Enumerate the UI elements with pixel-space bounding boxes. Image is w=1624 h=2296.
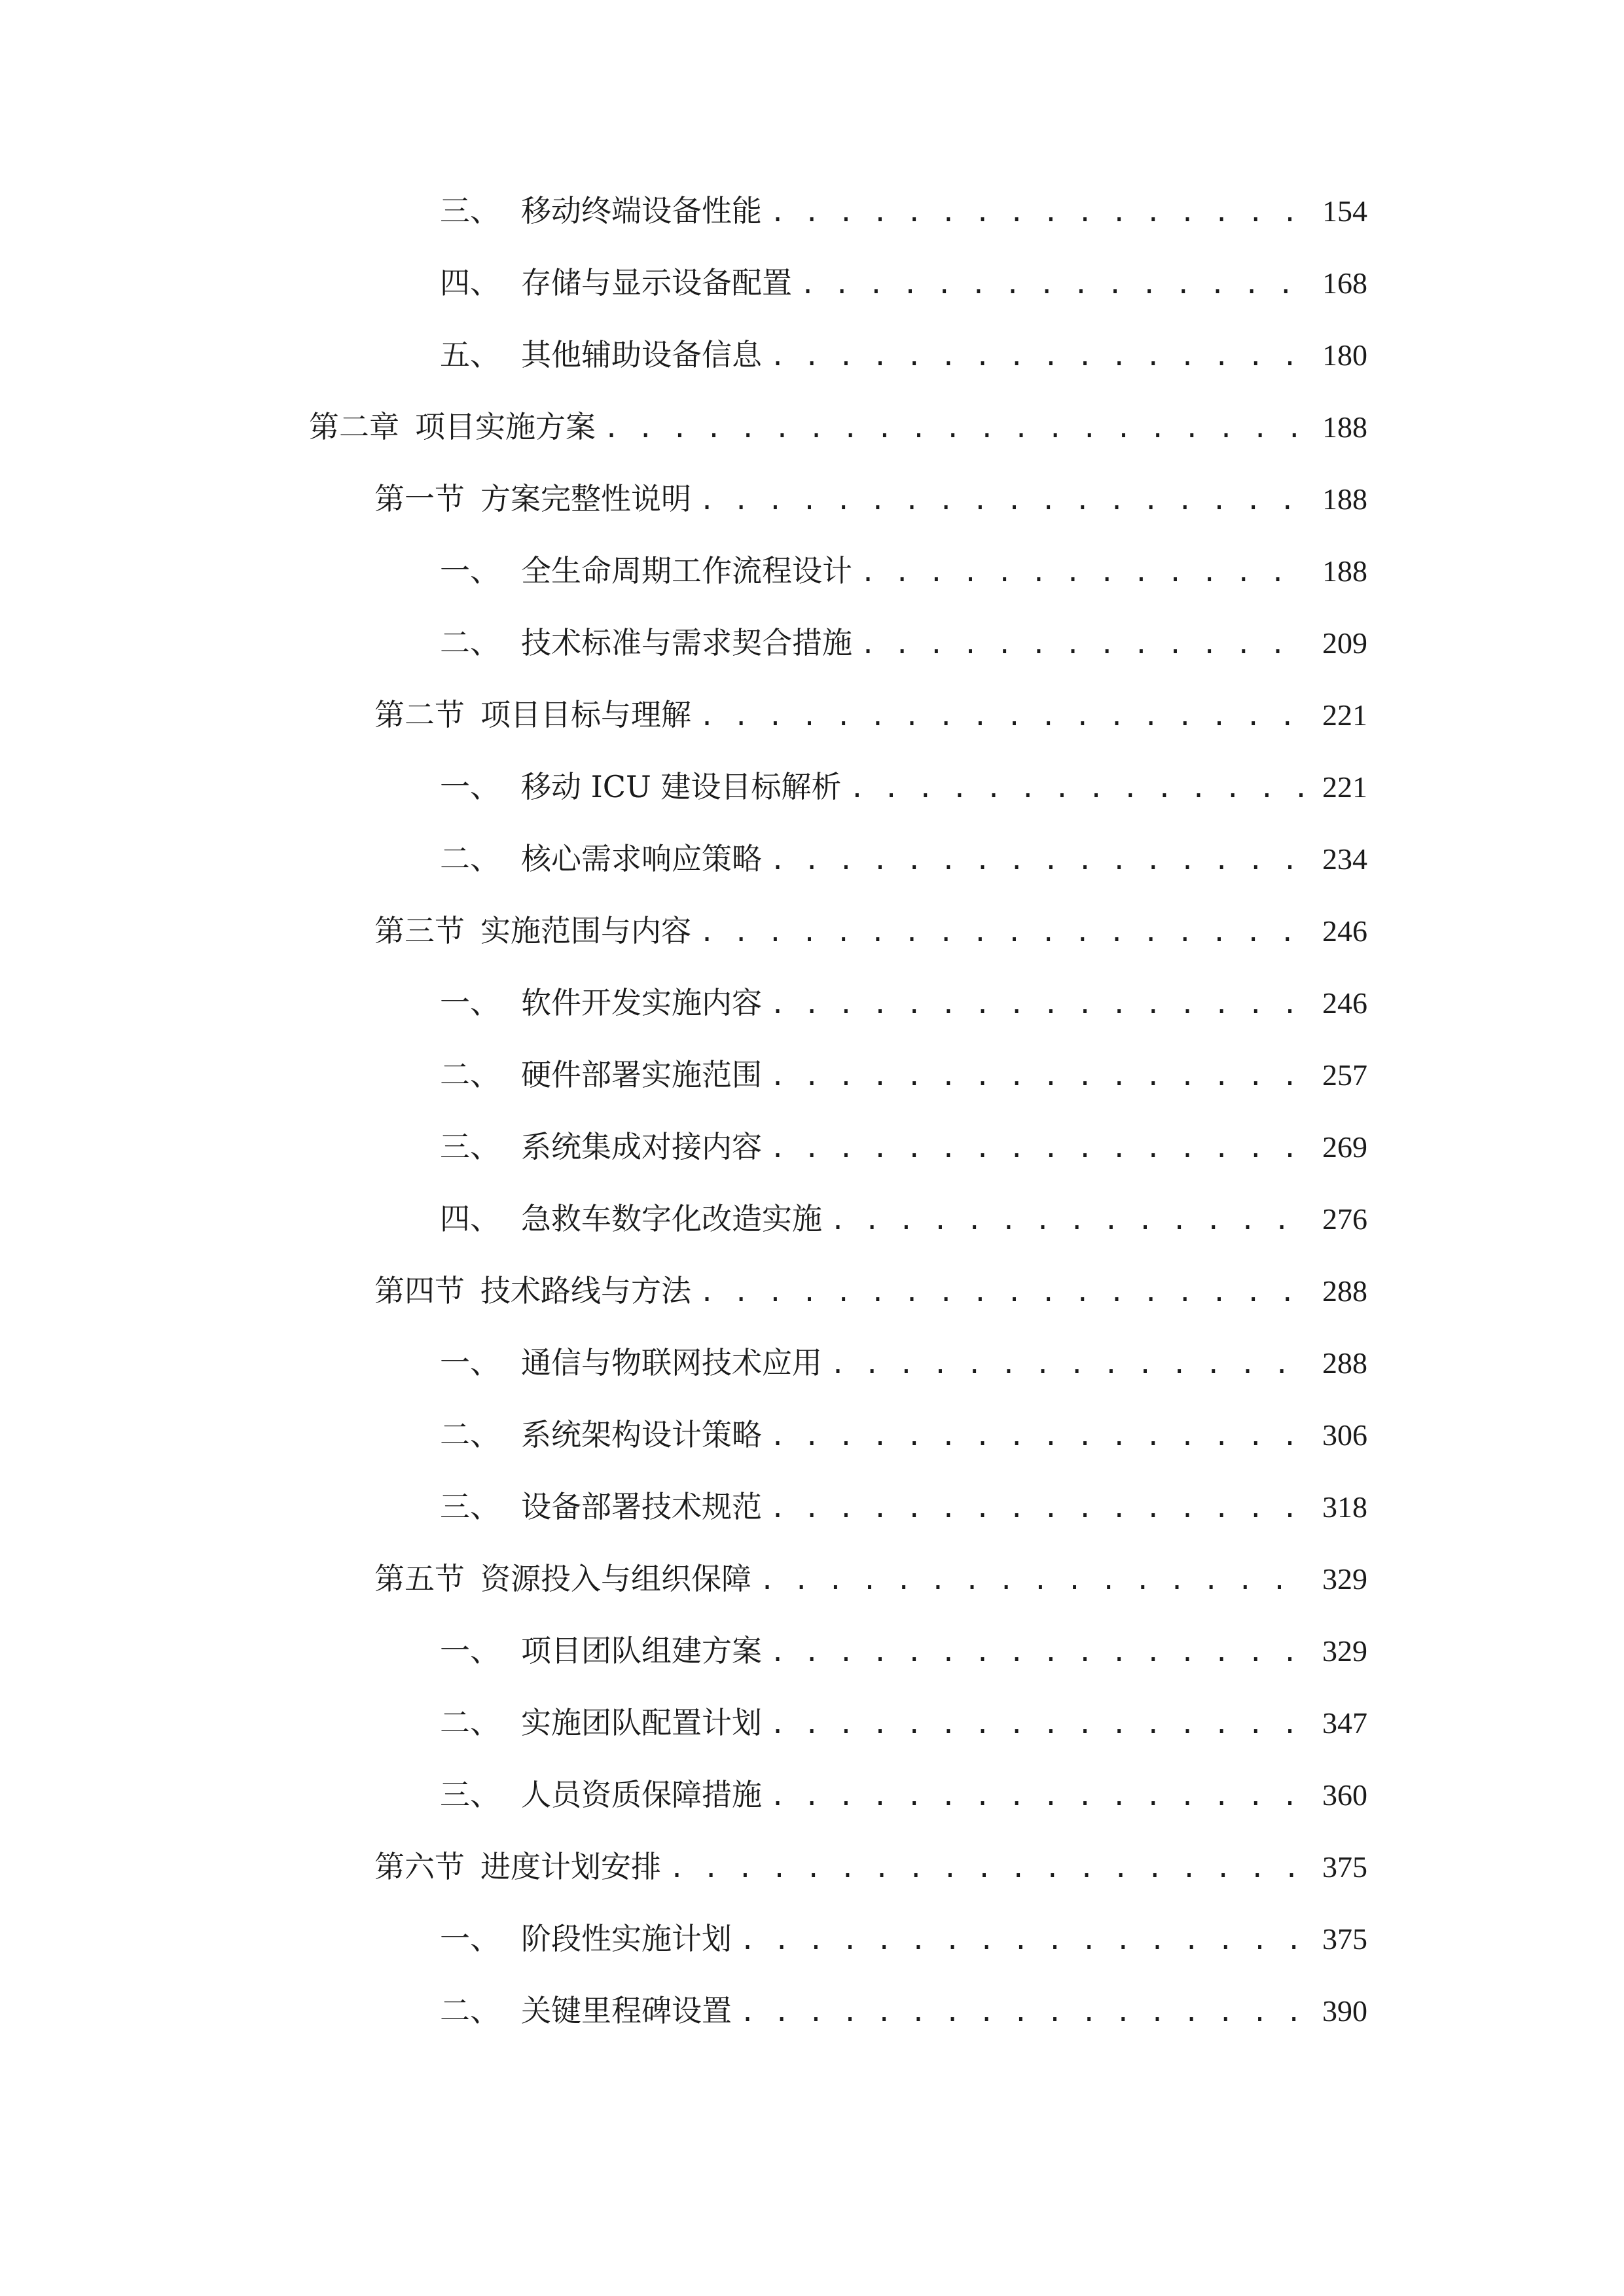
toc-entry-page: 269 xyxy=(1322,1130,1367,1164)
toc-leader-dots xyxy=(740,1918,1308,1964)
toc-leader-dots xyxy=(770,1702,1308,1748)
toc-entry-title: 核心需求响应策略 xyxy=(521,841,762,876)
toc-entry[interactable] xyxy=(440,620,1367,666)
toc-leader-dots xyxy=(740,1990,1308,2036)
toc-leader-dots xyxy=(849,766,1308,812)
toc-leader-dots xyxy=(770,1414,1308,1460)
toc-entry-title: 实施范围与内容 xyxy=(480,913,691,948)
toc-entry[interactable] xyxy=(440,1628,1367,1674)
toc-entry-page: 234 xyxy=(1322,842,1367,876)
toc-entry-number: 三、 xyxy=(440,1777,500,1812)
toc-entry-number: 一、 xyxy=(440,1633,500,1668)
toc-entry[interactable] xyxy=(440,1772,1367,1818)
toc-entry-number: 一、 xyxy=(440,769,500,804)
toc-entry-number: 四、 xyxy=(440,1201,500,1236)
toc-section-entry[interactable] xyxy=(374,1556,1367,1602)
toc-entry[interactable] xyxy=(440,332,1367,378)
toc-leader-dots xyxy=(770,334,1308,380)
toc-leader-dots xyxy=(770,190,1308,236)
toc-entry-title: 进度计划安排 xyxy=(480,1849,661,1884)
toc-leader-dots xyxy=(770,1630,1308,1676)
toc-entry[interactable] xyxy=(440,1916,1367,1962)
toc-entry-title: 项目实施方案 xyxy=(415,409,596,444)
toc-leader-dots xyxy=(800,262,1308,308)
toc-entry[interactable] xyxy=(440,260,1367,306)
toc-entry-number: 第二节 xyxy=(374,697,465,732)
toc-entry-page: 154 xyxy=(1322,194,1367,228)
toc-leader-dots xyxy=(759,1558,1308,1604)
toc-entry-title: 系统集成对接内容 xyxy=(521,1129,762,1164)
toc-entry-title: 设备部署技术规范 xyxy=(521,1489,762,1524)
toc-leader-dots xyxy=(830,1198,1308,1244)
toc-entry-number: 第六节 xyxy=(374,1849,465,1884)
toc-entry-page: 180 xyxy=(1322,338,1367,372)
toc-entry-page: 246 xyxy=(1322,914,1367,948)
toc-entry-number: 二、 xyxy=(440,1993,500,2028)
toc-entry[interactable] xyxy=(440,764,1367,810)
toc-entry-number: 二、 xyxy=(440,625,500,660)
toc-entry-title: 阶段性实施计划 xyxy=(521,1921,732,1956)
toc-section-entry[interactable] xyxy=(374,1844,1367,1890)
toc-entry-page: 347 xyxy=(1322,1706,1367,1740)
toc-entry-page: 188 xyxy=(1322,410,1367,444)
toc-leader-dots xyxy=(860,550,1308,596)
toc-entry-number: 一、 xyxy=(440,1921,500,1956)
toc-entry-title: 技术标准与需求契合措施 xyxy=(521,625,852,660)
toc-entry-number: 三、 xyxy=(440,1489,500,1524)
toc-leader-dots xyxy=(770,1774,1308,1820)
toc-entry-title: 技术路线与方法 xyxy=(480,1273,691,1308)
toc-entry-page: 188 xyxy=(1322,482,1367,516)
toc-entry-title: 方案完整性说明 xyxy=(480,481,691,516)
toc-entry-page: 246 xyxy=(1322,986,1367,1020)
toc-entry-number: 第二章 xyxy=(309,409,399,444)
toc-entry-page: 306 xyxy=(1322,1418,1367,1452)
toc-entry-number: 二、 xyxy=(440,1705,500,1740)
toc-entry[interactable] xyxy=(440,1052,1367,1098)
toc-entry-title: 项目目标与理解 xyxy=(480,697,691,732)
toc-entry[interactable] xyxy=(440,1124,1367,1170)
toc-entry-page: 375 xyxy=(1322,1922,1367,1956)
toc-entry-page: 329 xyxy=(1322,1562,1367,1596)
toc-entry-page: 257 xyxy=(1322,1058,1367,1092)
toc-entry-page: 288 xyxy=(1322,1346,1367,1380)
toc-entry-title: 人员资质保障措施 xyxy=(521,1777,762,1812)
toc-entry[interactable] xyxy=(440,836,1367,882)
toc-entry-title: 其他辅助设备信息 xyxy=(521,337,762,372)
toc-leader-dots xyxy=(699,478,1308,524)
toc-entry-number: 三、 xyxy=(440,1129,500,1164)
toc-entry-title: 通信与物联网技术应用 xyxy=(521,1345,822,1380)
toc-entry-number: 一、 xyxy=(440,985,500,1020)
toc-leader-dots xyxy=(770,982,1308,1028)
toc-entry[interactable] xyxy=(440,1484,1367,1530)
toc-leader-dots xyxy=(770,838,1308,884)
toc-entry-title: 软件开发实施内容 xyxy=(521,985,762,1020)
toc-entry-page: 329 xyxy=(1322,1634,1367,1668)
toc-entry-title: 系统架构设计策略 xyxy=(521,1417,762,1452)
toc-entry-number: 二、 xyxy=(440,1417,500,1452)
toc-entry[interactable] xyxy=(440,1340,1367,1386)
toc-entry-page: 221 xyxy=(1322,770,1367,804)
toc-section-entry[interactable] xyxy=(374,692,1367,738)
toc-entry[interactable] xyxy=(440,548,1367,594)
toc-entry-number: 一、 xyxy=(440,1345,500,1380)
toc-entry-page: 168 xyxy=(1322,266,1367,300)
toc-leader-dots xyxy=(830,1342,1308,1388)
toc-entry[interactable] xyxy=(440,1988,1367,2034)
toc-leader-dots xyxy=(770,1126,1308,1172)
toc-entry-number: 第四节 xyxy=(374,1273,465,1308)
toc-entry[interactable] xyxy=(440,1196,1367,1242)
toc-entry-page: 276 xyxy=(1322,1202,1367,1236)
toc-section-entry[interactable] xyxy=(374,1268,1367,1314)
toc-entry-number: 第一节 xyxy=(374,481,465,516)
toc-entry-number: 第五节 xyxy=(374,1561,465,1596)
toc-entry-page: 375 xyxy=(1322,1850,1367,1884)
toc-leader-dots xyxy=(604,406,1308,452)
toc-entry-title: 实施团队配置计划 xyxy=(521,1705,762,1740)
toc-entry-title: 关键里程碑设置 xyxy=(521,1993,732,2028)
toc-entry-page: 288 xyxy=(1322,1274,1367,1308)
toc-entry-title: 移动终端设备性能 xyxy=(521,193,762,228)
toc-leader-dots xyxy=(699,1270,1308,1316)
toc-entry-page: 318 xyxy=(1322,1490,1367,1524)
toc-entry-number: 二、 xyxy=(440,841,500,876)
toc-leader-dots xyxy=(669,1846,1308,1892)
toc-entry-title: 存储与显示设备配置 xyxy=(521,265,792,300)
toc-entry[interactable] xyxy=(440,1700,1367,1746)
toc-entry-number: 第三节 xyxy=(374,913,465,948)
toc-leader-dots xyxy=(860,622,1308,668)
toc-entry-title: 急救车数字化改造实施 xyxy=(521,1201,822,1236)
toc-entry-title: 移动 ICU 建设目标解析 xyxy=(521,769,842,804)
toc-entry-number: 三、 xyxy=(440,193,500,228)
toc-section-entry[interactable] xyxy=(374,476,1367,522)
toc-entry-number: 一、 xyxy=(440,553,500,588)
toc-leader-dots xyxy=(699,694,1308,740)
toc-entry-page: 390 xyxy=(1322,1994,1367,2028)
toc-entry-title: 项目团队组建方案 xyxy=(521,1633,762,1668)
toc-entry-title: 硬件部署实施范围 xyxy=(521,1057,762,1092)
toc-entry-number: 四、 xyxy=(440,265,500,300)
toc-entry-number: 五、 xyxy=(440,337,500,372)
toc-leader-dots xyxy=(770,1486,1308,1532)
toc-entry-title: 全生命周期工作流程设计 xyxy=(521,553,852,588)
toc-entry[interactable] xyxy=(440,1412,1367,1458)
toc-entry-page: 209 xyxy=(1322,626,1367,660)
toc-leader-dots xyxy=(699,910,1308,956)
toc-section-entry[interactable] xyxy=(374,908,1367,954)
toc-entry[interactable] xyxy=(440,980,1367,1026)
toc-entry-title: 资源投入与组织保障 xyxy=(480,1561,751,1596)
toc-leader-dots xyxy=(770,1054,1308,1100)
toc-entry-number: 二、 xyxy=(440,1057,500,1092)
toc-entry-page: 360 xyxy=(1322,1778,1367,1812)
toc-chapter-entry[interactable] xyxy=(309,404,1367,450)
toc-entry[interactable] xyxy=(440,188,1367,234)
toc-entry-page: 188 xyxy=(1322,554,1367,588)
toc-entry-page: 221 xyxy=(1322,698,1367,732)
